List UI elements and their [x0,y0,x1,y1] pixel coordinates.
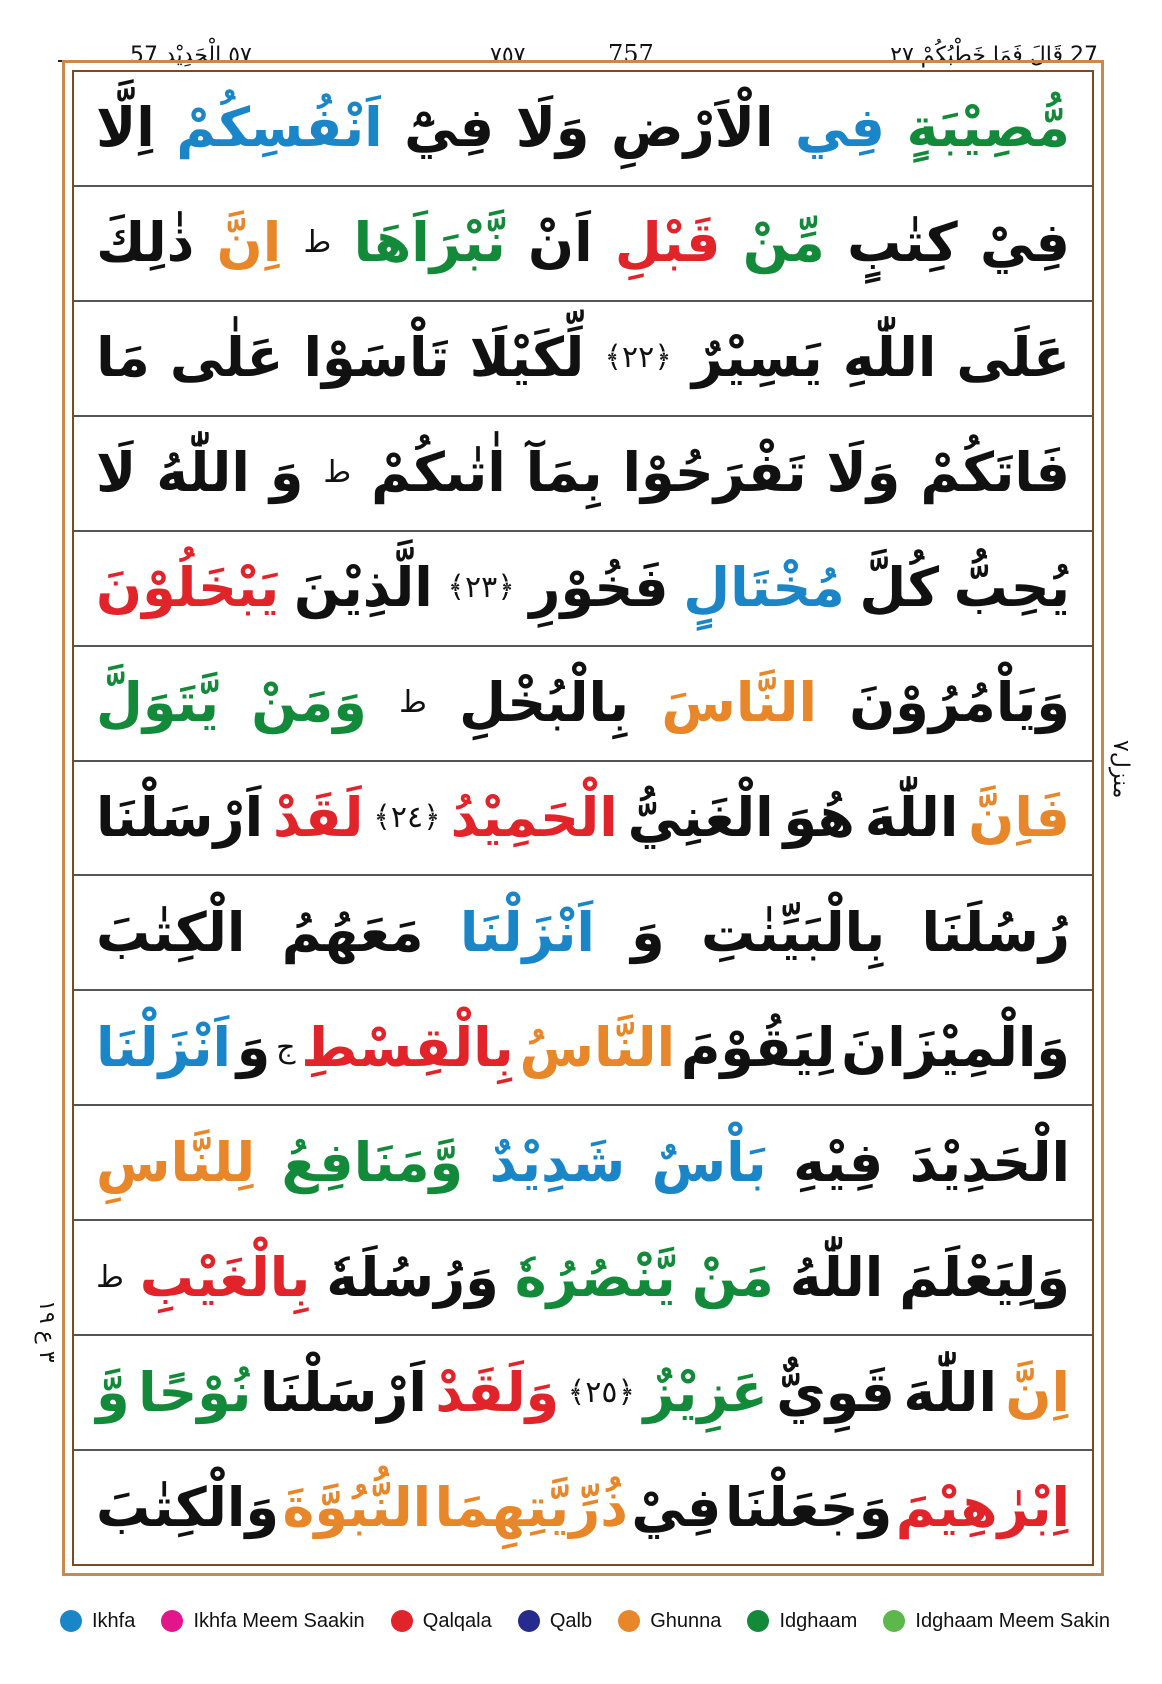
quran-word: وَلَقَدْ [435,1360,560,1424]
quran-word: بِالْغَيْبِ [139,1245,311,1309]
quran-word: عَزِيْزٌ [643,1360,768,1424]
quran-word: ذٰلِكَ [96,211,195,275]
quran-word: الْغَنِيُّ [627,785,774,849]
quran-word: مُخْتَالٍ [683,556,845,620]
quran-word: مَعَهُمُ [281,900,424,964]
quran-word: وَالْكِتٰبَ [96,1475,280,1539]
quran-word: وَيَاْمُرُوْنَ [849,671,1070,735]
quran-word: اَنْ [528,211,593,275]
quran-word: الْكِتٰبَ [96,900,246,964]
ruku-marker: ٣ ع ١٩ [34,1300,59,1363]
page-number-arabic: ٧٥٧ [490,43,526,68]
legend-item [618,1610,721,1633]
manzil-label: منزل٧ [1108,740,1133,799]
legend-label: Ikhfa Meem Saakin [193,1609,365,1632]
quran-word: يَّتَوَلَّ [96,671,220,735]
legend-color-dot [883,1610,905,1632]
quran-word: اللّٰهَ [903,1360,997,1424]
quran-word: مَا [96,326,150,390]
quran-word: النَّاسَ [661,671,817,735]
quran-word: فِيْٓ [404,96,495,160]
legend-color-dot [618,1610,640,1632]
quran-word: فَاِنَّ [968,785,1070,849]
quran-word: يَسِيْرٌ [691,326,823,390]
quran-word: الْاَرْضِ [611,96,774,160]
quran-word: اَرْسَلْنَا [259,1360,427,1424]
quran-word: فَاتَكُمْ [920,441,1070,505]
legend-label: Qalqala [422,1609,492,1632]
quran-word: يُحِبُّ [953,556,1070,620]
legend-color-dot [161,1610,183,1632]
quran-word: بِمَآ [525,441,603,505]
quran-word: بِالْقِسْطِ [301,1015,514,1079]
quran-word: شَدِيْدٌ [489,1130,626,1194]
quran-word: فِيْهِ [793,1130,884,1194]
quran-word: وَّمَنَافِعُ [281,1130,464,1194]
quran-word: وَ [236,1015,271,1079]
quran-word: الْحَدِيْدَ [909,1130,1070,1194]
quran-word: وَ [269,441,304,505]
legend-label: Ghunna [650,1609,722,1632]
text-line [74,876,1092,991]
quran-word: اِبْرٰهِيْمَ [895,1475,1070,1539]
quran-word: وَّ [96,1360,130,1424]
legend-color-dot [60,1610,82,1632]
legend-color-dot [518,1610,540,1632]
quran-word: لِّكَيْلَا [469,326,585,390]
legend-color-dot [391,1610,413,1632]
verse-marker: ج [276,1029,296,1065]
text-line [74,1451,1092,1564]
verse-marker: ﴿٢٥﴾ [567,1374,636,1410]
quran-word: يَّنْصُرُهٗ [514,1245,676,1309]
legend-label: Idghaam Meem Sakin [915,1609,1110,1632]
quran-word: عَلٰى [169,326,284,390]
quran-word: وَلَا [515,96,590,160]
text-line [74,1336,1092,1451]
legend-item [161,1610,364,1633]
quran-word: لَقَدْ [273,785,364,849]
quran-word: وَلَا [826,441,901,505]
quran-word: فَخُوْرِ [529,556,669,620]
quran-word: اِنَّ [216,211,282,275]
quran-word: النَّاسُ [519,1015,676,1079]
verse-marker: ط [96,1259,124,1295]
legend-label: Ikhfa [92,1609,136,1632]
quran-word: تَفْرَحُوْا [622,441,807,505]
quran-word: كُلَّ [859,556,940,620]
text-line [74,762,1092,877]
quran-word: اللّٰهَ [864,785,959,849]
quran-word: اَرْسَلْنَا [96,785,264,849]
quran-word: اَنْزَلْنَا [459,900,595,964]
quran-word: وَجَعَلْنَا [724,1475,893,1539]
verse-marker: ﴿٢٤﴾ [373,799,441,835]
quran-word: اَنْفُسِكُمْ [176,96,383,160]
quran-word: قَوِيٌّ [776,1360,895,1424]
quran-word: كِتٰبٍ [847,211,958,275]
quran-word: لِلنَّاسِ [96,1130,256,1194]
quran-word: اٰتٰىكُمْ [371,441,506,505]
quran-word: ذُرِّيَّتِهِمَا [434,1475,628,1539]
quran-word: اِنَّ [1005,1360,1070,1424]
text-line [74,417,1092,532]
verse-marker: ط [323,455,352,491]
quran-word: اللّٰهِ [842,326,937,390]
quran-word: تَاْسَوْا [303,326,450,390]
quran-word: فِيْ [631,1475,722,1539]
quran-word: يَبْخَلُوْنَ [96,556,280,620]
legend-item [60,1610,135,1633]
quran-word: النُّبُوَّةَ [282,1475,432,1539]
legend-item [518,1610,592,1633]
quran-word: فِي [794,96,885,160]
quran-word: عَلَى [956,326,1070,390]
text-line [74,1106,1092,1221]
quran-word: مَنْ [691,1245,774,1309]
quran-word: فِيْ [980,211,1070,275]
quran-word: اِلَّا [96,96,155,160]
quran-word: بَاْسٌ [651,1130,767,1194]
legend-item [391,1610,492,1633]
text-line [74,187,1092,302]
quran-word: وَرُسُلَهٗ [326,1245,499,1309]
legend-item [747,1610,857,1633]
text-line [74,72,1092,187]
verse-marker: ط [399,685,427,721]
text-line [74,647,1092,762]
page-number: 757 [608,40,654,68]
quran-word: لَا [96,441,137,505]
quran-word: اَنْزَلْنَا [96,1015,232,1079]
legend-item [883,1610,1110,1633]
quran-word: لِيَقُوْمَ [680,1015,836,1079]
text-line [74,1221,1092,1336]
text-line [74,532,1092,647]
quran-word: قَبْلِ [614,211,721,275]
tajweed-legend [60,1602,1110,1640]
quran-text-block [74,72,1092,1564]
quran-word: رُسُلَنَا [921,900,1070,964]
quran-word: مِّنْ [742,211,825,275]
text-line [74,302,1092,417]
surah-name-header: ٥٧ الْحَدِيْد 57 [130,43,252,68]
quran-word: وَالْمِيْزَانَ [841,1015,1070,1079]
quran-word: نَّبْرَاَهَا [353,211,506,275]
verse-marker: ﴿٢٣﴾ [447,570,515,606]
quran-word: الْحَمِيْدُ [450,785,618,849]
quran-word: اللّٰهُ [156,441,250,505]
quran-word: وَمَنْ [251,671,367,735]
quran-word: مُّصِيْبَةٍ [906,96,1070,160]
verse-marker: ﴿٢٢﴾ [604,340,672,376]
quran-word: وَ [631,900,665,964]
para-name-header: 27 قَالَ فَمَا خَطْبُكُمْ ٢٧ [890,43,1098,68]
text-line [74,991,1092,1106]
legend-label: Idghaam [779,1609,858,1632]
quran-word: هُوَ [783,785,855,849]
quran-word: اللّٰهُ [789,1245,884,1309]
verse-marker: ط [303,225,332,261]
legend-color-dot [747,1610,769,1632]
legend-label: Qalb [549,1609,593,1632]
quran-word: بِالْبُخْلِ [459,671,630,735]
quran-word: بِالْبَيِّنٰتِ [701,900,886,964]
quran-word: نُوْحًا [138,1360,252,1424]
quran-word: وَلِيَعْلَمَ [899,1245,1070,1309]
quran-word: الَّذِيْنَ [293,556,433,620]
